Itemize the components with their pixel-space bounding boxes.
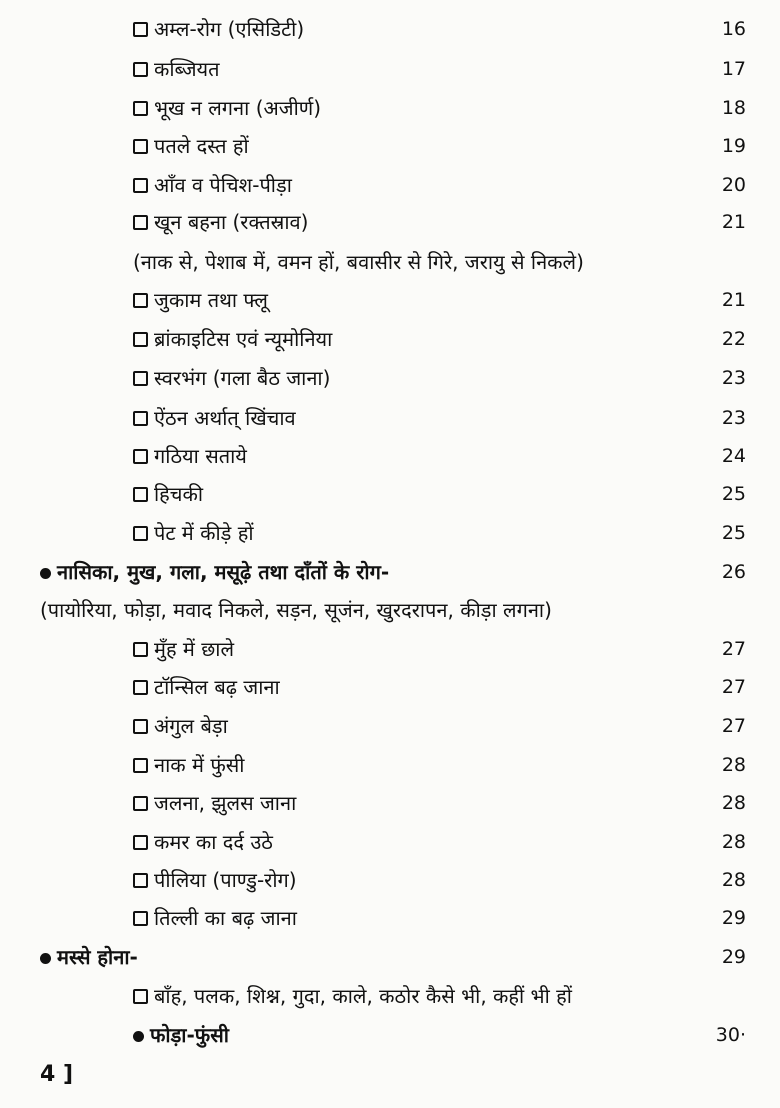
entry-title [40, 938, 138, 976]
entry-text: फोड़ा-फुंसी [150, 1023, 229, 1047]
toc-entry [0, 514, 780, 552]
checkbox-square-icon [133, 911, 148, 926]
entry-page-number: 28 [721, 869, 746, 891]
entry-page-number: 29 [721, 946, 746, 968]
entry-title [133, 399, 296, 437]
entry-text: ऐंठन अर्थात् खिंचाव [154, 406, 296, 430]
checkbox-square-icon [133, 139, 148, 154]
checkbox-square-icon [133, 215, 148, 230]
entry-title [133, 320, 332, 358]
toc-entry [0, 899, 780, 937]
toc-entry [0, 861, 780, 899]
checkbox-square-icon [133, 989, 148, 1004]
entry-text: कब्जियत [154, 57, 220, 81]
entry-page-number: 21 [721, 211, 746, 233]
entry-text: आँव व पेचिश-पीड़ा [154, 173, 292, 197]
entry-text: टॉन्सिल बढ़ जाना [154, 675, 280, 699]
toc-entry [0, 127, 780, 165]
entry-text: कमर का दर्द उठे [154, 830, 273, 854]
entry-page-number: 28 [721, 792, 746, 814]
toc-entry [0, 359, 780, 397]
entry-text: मुँह में छाले [154, 637, 235, 661]
entry-text: अम्ल-रोग (एसिडिटी) [154, 17, 305, 41]
toc-entry [0, 707, 780, 745]
entry-title [133, 514, 254, 552]
entry-text: जलना, झुलस जाना [154, 791, 297, 815]
entry-title [133, 281, 268, 319]
toc-entry [0, 553, 780, 591]
entry-text: खून बहना (रक्तस्राव) [154, 210, 309, 234]
entry-page-number: 23 [721, 407, 746, 429]
entry-text: तिल्ली का बढ़ जाना [154, 906, 297, 930]
entry-page-number: 27 [721, 715, 746, 737]
toc-entry [0, 1016, 780, 1054]
entry-text: पतले दस्त हों [154, 134, 249, 158]
entry-text: जुकाम तथा फ्लू [154, 288, 268, 312]
entry-page-number: 23 [721, 367, 746, 389]
entry-text: गठिया सताये [154, 444, 247, 468]
toc-entry [0, 784, 780, 822]
bullet-dot-icon [40, 568, 51, 579]
entry-text: स्वरभंग (गला बैठ जाना) [154, 366, 331, 390]
entry-title [133, 437, 247, 475]
checkbox-square-icon [133, 680, 148, 695]
toc-entry [0, 50, 780, 88]
entry-page-number: 26 [721, 561, 746, 583]
entry-text: भूख न लगना (अजीर्ण) [154, 96, 322, 120]
entry-text: बाँह, पलक, शिश्न, गुदा, काले, कठोर कैसे भी, कहीं भी हों [154, 984, 572, 1008]
checkbox-square-icon [133, 873, 148, 888]
entry-text: पेट में कीड़े हों [154, 521, 254, 545]
entry-page-number: 16 [721, 18, 746, 40]
entry-page-number: 29 [721, 907, 746, 929]
entry-title [133, 668, 280, 706]
toc-entry [0, 281, 780, 319]
entry-title [40, 591, 552, 629]
checkbox-square-icon [133, 526, 148, 541]
entry-title [133, 899, 297, 937]
entry-page-number: 20 [721, 174, 746, 196]
toc-entry [0, 437, 780, 475]
entry-page-number: 27 [721, 676, 746, 698]
checkbox-square-icon [133, 101, 148, 116]
entry-title [133, 1016, 229, 1054]
entry-title [133, 707, 228, 745]
entry-title [40, 553, 389, 591]
entry-title [133, 203, 308, 241]
toc-entry [0, 166, 780, 204]
toc-entry [0, 399, 780, 437]
entry-title [133, 89, 321, 127]
entry-title [133, 243, 584, 281]
checkbox-square-icon [133, 332, 148, 347]
entry-page-number: 21 [721, 289, 746, 311]
checkbox-square-icon [133, 371, 148, 386]
entry-page-number: 25 [721, 483, 746, 505]
entry-title [133, 50, 220, 88]
entry-title [133, 977, 572, 1015]
entry-page-number: 19 [721, 135, 746, 157]
toc-entry [0, 591, 780, 629]
entry-page-number: 28 [721, 754, 746, 776]
toc-entry [0, 823, 780, 861]
page-number-footer: 4 ] [40, 1062, 74, 1087]
entry-text: नाक में फुंसी [154, 753, 245, 777]
entry-text: पीलिया (पाण्डु-रोग) [154, 868, 297, 892]
toc-entry [0, 10, 780, 48]
entry-text: (पायोरिया, फोड़ा, मवाद निकले, सड़न, सूजंन, खुरदरापन, कीड़ा लगना) [40, 598, 552, 622]
toc-entry [0, 630, 780, 668]
toc-entry [0, 89, 780, 127]
entry-page-number: 28 [721, 831, 746, 853]
checkbox-square-icon [133, 411, 148, 426]
entry-page-number: 17 [721, 58, 746, 80]
checkbox-square-icon [133, 487, 148, 502]
toc-entry [0, 746, 780, 784]
entry-text: ब्रांकाइटिस एवं न्यूमोनिया [154, 327, 333, 351]
checkbox-square-icon [133, 293, 148, 308]
entry-title [133, 746, 244, 784]
checkbox-square-icon [133, 449, 148, 464]
bullet-dot-icon [133, 1031, 144, 1042]
toc-entry [0, 475, 780, 513]
entry-title [133, 359, 330, 397]
entry-text: अंगुल बेड़ा [154, 714, 228, 738]
checkbox-square-icon [133, 62, 148, 77]
entry-page-number: 24 [721, 445, 746, 467]
entry-title [133, 166, 292, 204]
checkbox-square-icon [133, 22, 148, 37]
entry-text: (नाक से, पेशाब में, वमन हों, बवासीर से गिरे, जरायु से निकले) [133, 250, 584, 274]
entry-title [133, 127, 249, 165]
entry-page-number: 27 [721, 638, 746, 660]
entry-title [133, 784, 296, 822]
entry-title [133, 861, 297, 899]
checkbox-square-icon [133, 642, 148, 657]
checkbox-square-icon [133, 719, 148, 734]
entry-page-number: 22 [721, 328, 746, 350]
entry-title [133, 10, 304, 48]
toc-entry [0, 203, 780, 241]
entry-title [133, 475, 203, 513]
entry-page-number: 30· [715, 1024, 746, 1046]
checkbox-square-icon [133, 796, 148, 811]
toc-entry [0, 668, 780, 706]
entry-title [133, 630, 234, 668]
toc-entry [0, 938, 780, 976]
entry-text: नासिका, मुख, गला, मसूढ़े तथा दाँतों के रोग- [57, 560, 390, 584]
bullet-dot-icon [40, 953, 51, 964]
checkbox-square-icon [133, 758, 148, 773]
entry-text: मस्से होना- [57, 945, 138, 969]
checkbox-square-icon [133, 835, 148, 850]
entry-text: हिचकी [154, 482, 204, 506]
checkbox-square-icon [133, 178, 148, 193]
entry-page-number: 25 [721, 522, 746, 544]
entry-title [133, 823, 273, 861]
toc-entry [0, 320, 780, 358]
toc-entry [0, 977, 780, 1015]
toc-entry [0, 243, 780, 281]
entry-page-number: 18 [721, 97, 746, 119]
